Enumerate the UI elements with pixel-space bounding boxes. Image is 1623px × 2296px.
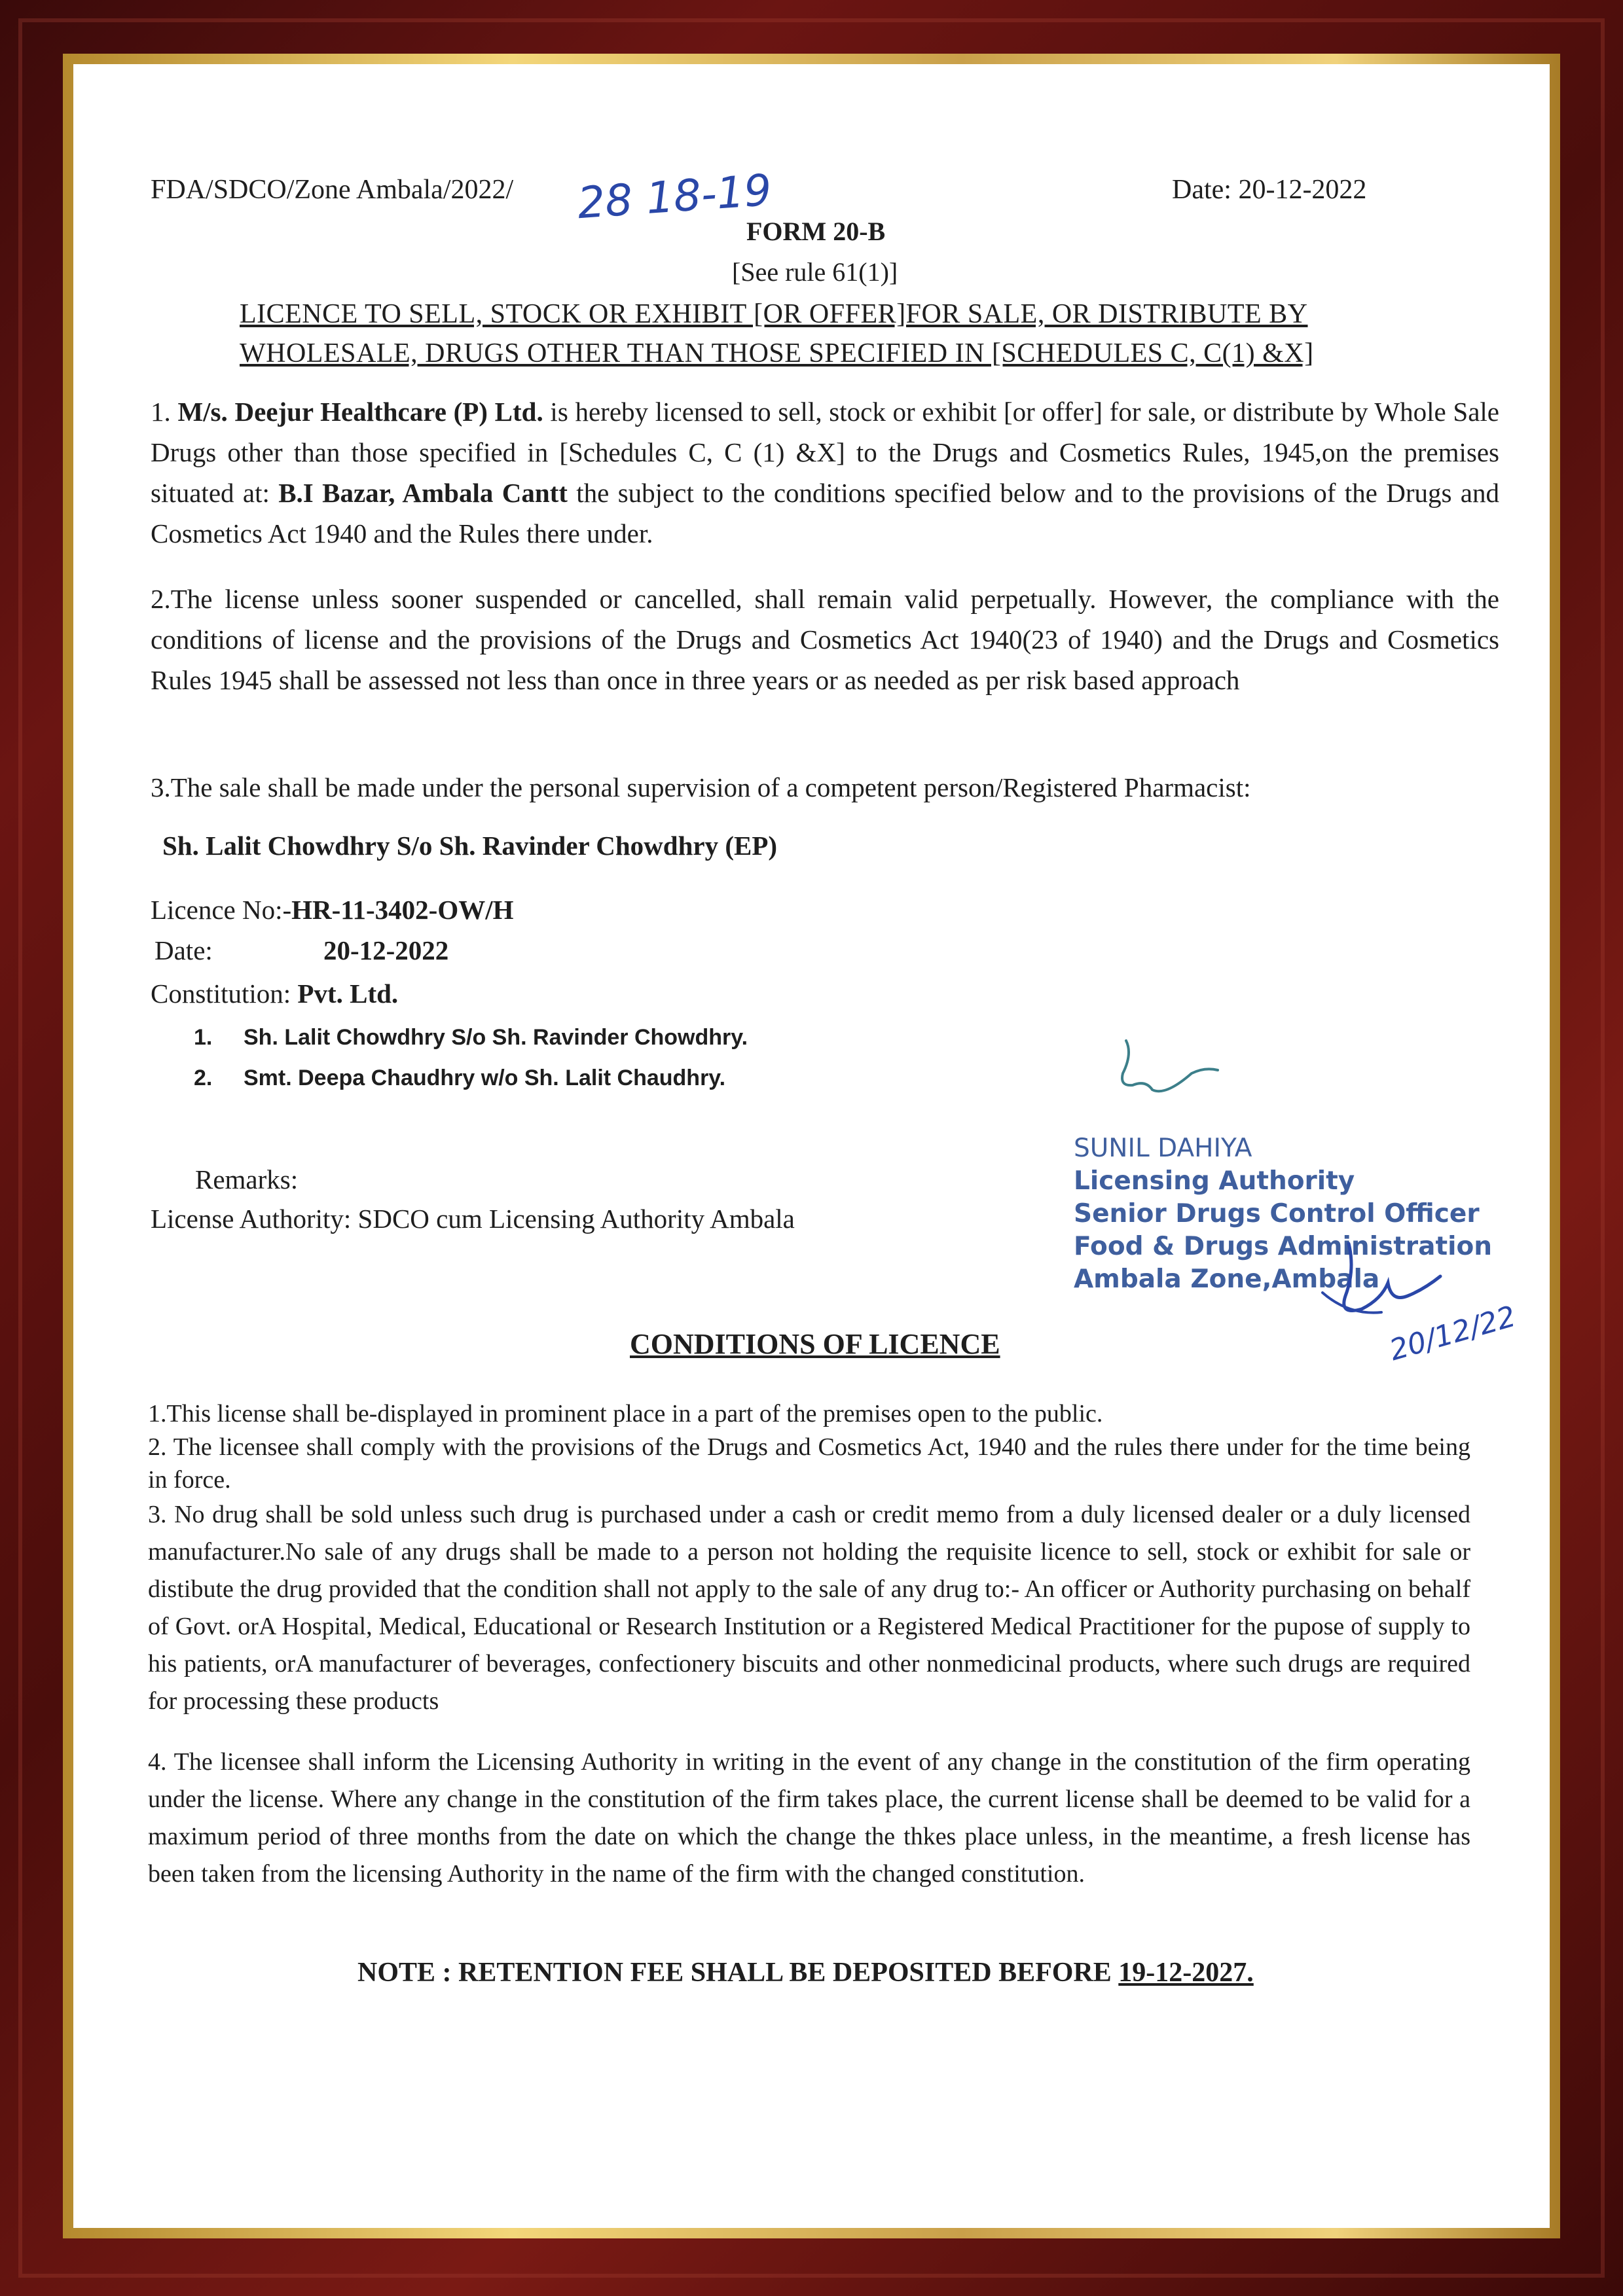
list-item — [194, 1025, 748, 1066]
form-title: FORM 20-B — [746, 217, 886, 246]
signature-date: 20/12/22 — [1385, 1299, 1520, 1368]
handwritten-reference: 28 18-19 — [575, 164, 774, 229]
pharmacist-name: Sh. Lalit Chowdhry S/o Sh. Ravinder Chowdhry (EP) — [162, 831, 778, 861]
signature-mark-top — [1106, 1034, 1231, 1113]
licence-date-value: 20-12-2022 — [323, 935, 449, 965]
remarks-label: Remarks: — [195, 1164, 299, 1194]
constitution-value: Pvt. Ltd. — [297, 978, 399, 1009]
heading-line-2: WHOLESALE, DRUGS OTHER THAN THOSE SPECIFIED IN [SCHEDULES C, C(1) &X] — [240, 338, 1314, 368]
partner-name: Smt. Deepa Chaudhry w/o Sh. Lalit Chaudhry. — [244, 1066, 726, 1090]
licensee-name: M/s. Deejur Healthcare (P) Ltd. — [177, 397, 543, 427]
paragraph-1-text-a: is hereby licensed to sell, stock or exhibit [or offer] for sale, or distribute by Whole Sale Drugs other than those specified in [Schedules C, C (1) &X] to the Drugs and Cosmetics Rules, 1945,on the premises situated at: — [151, 397, 1499, 508]
licence-date-label: Date: — [155, 935, 213, 965]
condition-2: 2. The licensee shall comply with the provisions of the Drugs and Cosmetics Act, 1940 and the rules there under for the time being in force. — [148, 1433, 1470, 1494]
paragraph-3: 3.The sale shall be made under the personal supervision of a competent person/Registered Pharmacist: — [151, 772, 1251, 802]
constitution-label: Constitution: — [151, 978, 298, 1009]
list-item — [194, 1066, 748, 1106]
retention-note-text: NOTE : RETENTION FEE SHALL BE DEPOSITED BEFORE — [357, 1958, 1119, 1988]
stamp-name: SUNIL DAHIYA — [1074, 1134, 1252, 1163]
paragraph-1-text-b: the subject to the conditions specified below and to the provisions of the Drugs and Cosmetics Act 1940 and the Rules there under. — [151, 478, 1499, 548]
stamp-title: Licensing Authority — [1074, 1166, 1355, 1196]
licence-number: HR-11-3402-OW/H — [291, 895, 514, 925]
condition-3: 3. No drug shall be sold unless such drug is purchased under a cash or credit memo from a duly licensed dealer or a duly licensed manufacturer.No sale of any drugs shall be made to a person not holding the requisite licence to sell, stock or exhibit for sale or distibute the drug provided that the condition shall not apply to the sale of any drug to:- An officer or Authority purchasing on behalf of Govt. orA Hospital, Medical, Educational or Research Institution or a Registered Medical Practitioner for the pupose of supply to his patients, orA manufacturer of beverages, confectionery biscuits and other nonmedicinal products, where such drugs are required for processing these products — [148, 1501, 1470, 1715]
constitution-line — [151, 978, 398, 1009]
reference-number: FDA/SDCO/Zone Ambala/2022/ — [151, 175, 514, 205]
conditions-title: CONDITIONS OF LICENCE — [630, 1328, 1000, 1360]
condition-4: 4. The licensee shall inform the Licensing Authority in writing in the event of any change in the constitution of the firm operating under the license. Where any change in the constitution of the firm takes place, the current license shall be deemed to be valid for a maximum period of three months from the date on which the change the thkes place unless, in the meantime, a fresh license has been taken from the licensing Authority in the name of the firm with the changed constitution. — [148, 1748, 1470, 1888]
issue-date: Date: 20-12-2022 — [1172, 175, 1367, 205]
partner-number: 1. — [194, 1025, 213, 1050]
rule-reference: [See rule 61(1)] — [732, 257, 898, 287]
heading-line-1: LICENCE TO SELL, STOCK OR EXHIBIT [OR OFFER]FOR SALE, OR DISTRIBUTE BY — [240, 299, 1308, 329]
partner-name: Sh. Lalit Chowdhry S/o Sh. Ravinder Chowdhry. — [244, 1025, 748, 1050]
retention-note — [357, 1957, 1254, 1988]
license-authority: License Authority: SDCO cum Licensing Authority Ambala — [151, 1204, 795, 1234]
paragraph-2: 2.The license unless sooner suspended or cancelled, shall remain valid perpetually. However, the compliance with the conditions of license and the provisions of the Drugs and Cosmetics Act 1940(23 of 1940) and the Drugs and Cosmetics Rules 1945 shall be assessed not less than once in three years or as needed as per risk based approach — [151, 584, 1499, 695]
stamp-designation: Senior Drugs Control Officer — [1074, 1199, 1480, 1229]
partners-list — [194, 1025, 748, 1106]
stamp-department: Food & Drugs Administration — [1074, 1232, 1493, 1261]
partner-number: 2. — [194, 1066, 213, 1090]
licence-number-line — [151, 894, 514, 925]
condition-1: 1.This license shall be-displayed in prominent place in a part of the premises open to the public. — [148, 1400, 1103, 1427]
licence-number-label: Licence No:- — [151, 895, 292, 925]
retention-date: 19-12-2027. — [1118, 1958, 1254, 1988]
paragraph-1 — [151, 391, 1499, 554]
stamp-zone: Ambala Zone,Ambala — [1074, 1265, 1380, 1294]
paragraph-1-lead: 1. — [151, 397, 178, 427]
premises-address: B.I Bazar, Ambala Cantt — [278, 478, 568, 508]
